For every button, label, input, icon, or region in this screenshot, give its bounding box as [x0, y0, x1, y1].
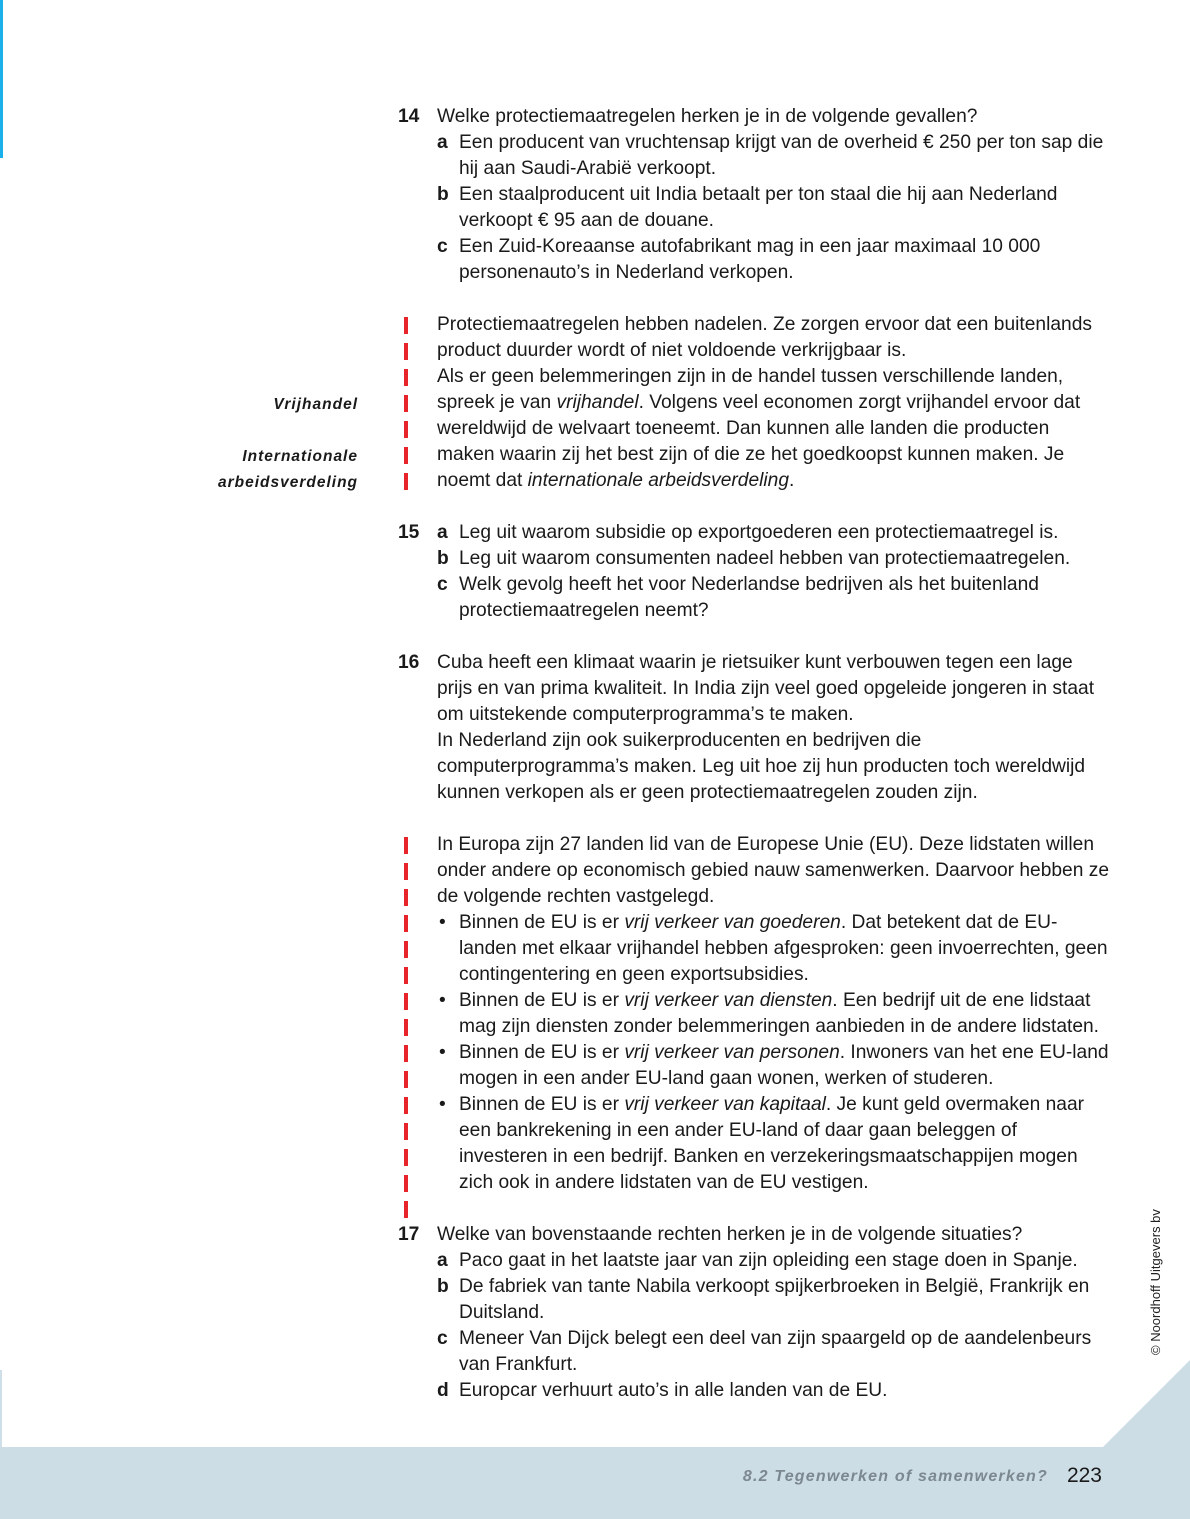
sub-question-d: [437, 1378, 1110, 1404]
theory-paragraph: Protectiemaatregelen hebben nadelen. Ze zorgen ervoor dat een buitenlands product duurder wordt of niet voldoende verkrijgbaar is.: [437, 314, 1092, 361]
spacer: [398, 286, 1110, 312]
sub-question-b: [437, 182, 1110, 234]
question-15: [398, 520, 1110, 624]
red-marker: [404, 863, 408, 880]
red-marker: [404, 473, 408, 490]
red-marker: [404, 1071, 408, 1088]
red-marker: [404, 1019, 408, 1036]
red-marker: [404, 993, 408, 1010]
theory-block-eu: [437, 832, 1110, 1196]
key-term: internationale arbeidsverdeling: [527, 470, 790, 491]
red-marker: [404, 1045, 408, 1062]
key-term: vrij verkeer van goederen: [624, 912, 841, 933]
sub-letter: c: [437, 574, 448, 595]
red-marker: [404, 941, 408, 958]
footer-section-title: 8.2 Tegenwerken of samenwerken?: [742, 1468, 1048, 1485]
theory-paragraph: In Europa zijn 27 landen lid van de Europese Unie (EU). Deze lidstaten willen onder andere op economisch gebied nauw samenwerken. Daarvoor hebben ze de volgende rechten vastgelegd.: [437, 834, 1109, 907]
question-16: [398, 650, 1110, 806]
text-run: Binnen de EU is er: [459, 912, 625, 933]
question-number: 17: [398, 1224, 420, 1245]
text-run: . Volgens veel economen zorgt vrijhandel ervoor dat wereldwijd de welvaart toeneemt. Dan kunnen alle landen die producten maken waarin zij het best zijn of die ze het goedkoopst kunnen maken. Je noemt dat: [437, 392, 1081, 491]
text-run: Binnen de EU is er: [459, 1042, 625, 1063]
sub-question-c: [437, 1326, 1110, 1378]
text-run: . Dat betekent dat de EU-landen met elkaar vrijhandel hebben afgesproken: geen invoerrechten, geen contingentering en geen exportsubsidies.: [459, 912, 1108, 985]
page-number: 223: [1066, 1464, 1102, 1487]
theory-paragraph: [437, 364, 1110, 494]
accent-bar: [0, 0, 3, 158]
sub-question-c: [437, 234, 1110, 286]
sub-question-b: [437, 546, 1110, 572]
red-marker: [404, 317, 408, 334]
red-marker: [404, 1097, 408, 1114]
sub-text: Paco gaat in het laatste jaar van zijn opleiding een stage doen in Spanje.: [459, 1250, 1078, 1271]
sub-letter: c: [437, 1328, 448, 1349]
key-term: vrij verkeer van kapitaal: [624, 1094, 826, 1115]
margin-term-arbeidsverdeling: arbeidsverdeling: [217, 474, 358, 491]
sub-text: Welk gevolg heeft het voor Nederlandse bedrijven als het buitenland protectiemaatregelen neemt?: [459, 574, 1039, 621]
sub-letter: b: [437, 548, 449, 569]
red-marker: [404, 421, 408, 438]
bullet-icon: •: [439, 912, 446, 933]
sub-question-c: [437, 572, 1110, 624]
sub-letter: d: [437, 1380, 449, 1401]
sub-question-b: [437, 1274, 1110, 1326]
red-marker: [404, 1175, 408, 1192]
text-run: Binnen de EU is er: [459, 990, 625, 1011]
sub-question-a: [437, 520, 1110, 546]
question-14: [398, 104, 1110, 286]
text-run: . Een bedrijf uit de ene lidstaat mag zijn diensten zonder belemmeringen aanbieden in de andere lidstaten.: [459, 990, 1100, 1037]
margin-term-internationale: Internationale: [242, 448, 358, 465]
sub-text: Europcar verhuurt auto’s in alle landen van de EU.: [459, 1380, 888, 1401]
text-run: .: [789, 470, 795, 491]
text-run: . Inwoners van het ene EU-land mogen in een ander EU-land gaan wonen, werken of studeren.: [459, 1042, 1109, 1089]
sub-letter: a: [437, 522, 448, 543]
red-marker: [404, 447, 408, 464]
sub-text: Een Zuid-Koreaanse autofabrikant mag in een jaar maximaal 10 000 personenauto’s in Nederland verkopen.: [459, 236, 1041, 283]
text-run: Binnen de EU is er: [459, 1094, 625, 1115]
footer-corner-decoration: [1102, 1360, 1190, 1448]
bullet-item: [437, 988, 1110, 1040]
red-marker: [404, 395, 408, 412]
sub-text: Meneer Van Dijck belegt een deel van zijn spaargeld op de aandelenbeurs van Frankfurt.: [459, 1328, 1092, 1375]
spacer: [398, 624, 1110, 650]
red-marker: [404, 1201, 408, 1218]
sub-question-a: [437, 1248, 1110, 1274]
question-number: 15: [398, 522, 420, 543]
question-17: [398, 1222, 1110, 1404]
sub-text: Een staalproducent uit India betaalt per ton staal die hij aan Nederland verkoopt € 95 aan de douane.: [459, 184, 1058, 231]
sub-letter: c: [437, 236, 448, 257]
sub-question-a: [437, 130, 1110, 182]
question-text: Cuba heeft een klimaat waarin je rietsuiker kunt verbouwen tegen een lage prijs en van prima kwaliteit. In India zijn veel goed opgeleide jongeren in staat om uitstekende computerprogramma’s te maken.: [437, 652, 1095, 725]
sub-letter: b: [437, 184, 449, 205]
sub-letter: b: [437, 1276, 449, 1297]
main-content: [398, 104, 1110, 1404]
sub-letter: a: [437, 132, 448, 153]
spacer: [398, 806, 1110, 832]
bullet-item: [437, 1092, 1110, 1196]
page-edge-mark: [0, 1370, 2, 1450]
bullet-item: [437, 1040, 1110, 1092]
bullet-item: [437, 910, 1110, 988]
spacer: [398, 1196, 1110, 1222]
red-marker: [404, 967, 408, 984]
theory-block-vrijhandel: [437, 312, 1110, 494]
spacer: [398, 494, 1110, 520]
sub-text: Leg uit waarom consumenten nadeel hebben van protectiemaatregelen.: [459, 548, 1071, 569]
key-term: vrij verkeer van diensten: [624, 990, 833, 1011]
sub-text: De fabriek van tante Nabila verkoopt spijkerbroeken in België, Frankrijk en Duitsland.: [459, 1276, 1090, 1323]
red-marker: [404, 1149, 408, 1166]
red-marker: [404, 915, 408, 932]
red-marker: [404, 1123, 408, 1140]
question-text: Welke van bovenstaande rechten herken je in de volgende situaties?: [437, 1224, 1023, 1245]
text-run: . Je kunt geld overmaken naar een bankrekening in een ander EU-land of daar gaan beleggen of investeren in een bedrijf. Banken en verzekeringsmaatschappijen mogen zich ook in andere lidstaten van de EU vestigen.: [459, 1094, 1085, 1193]
sub-text: Leg uit waarom subsidie op exportgoederen een protectiemaatregel is.: [459, 522, 1059, 543]
question-text: In Nederland zijn ook suikerproducenten en bedrijven die computerprogramma’s maken. Leg uit hoe zij hun producten toch wereldwijd kunnen verkopen als er geen protectiemaatregelen zouden zijn.: [437, 730, 1086, 803]
red-marker: [404, 343, 408, 360]
red-marker: [404, 889, 408, 906]
key-term: vrij verkeer van personen: [624, 1042, 840, 1063]
key-term: vrijhandel: [556, 392, 639, 413]
sub-letter: a: [437, 1250, 448, 1271]
text-run: Als er geen belemmeringen zijn in de handel tussen verschillende landen, spreek je van: [437, 366, 1064, 413]
bullet-icon: •: [439, 990, 446, 1011]
sub-text: Een producent van vruchtensap krijgt van de overheid € 250 per ton sap die hij aan Saudi-Arabië verkoopt.: [459, 132, 1104, 179]
margin-term-vrijhandel: Vrijhandel: [273, 396, 358, 413]
bullet-icon: •: [439, 1094, 446, 1115]
question-number: 14: [398, 106, 420, 127]
red-marker: [404, 837, 408, 854]
red-marker: [404, 369, 408, 386]
bullet-icon: •: [439, 1042, 446, 1063]
question-text: Welke protectiemaatregelen herken je in de volgende gevallen?: [437, 106, 978, 127]
question-number: 16: [398, 652, 420, 673]
copyright-notice: © Noordhoff Uitgevers bv: [1148, 1209, 1163, 1355]
